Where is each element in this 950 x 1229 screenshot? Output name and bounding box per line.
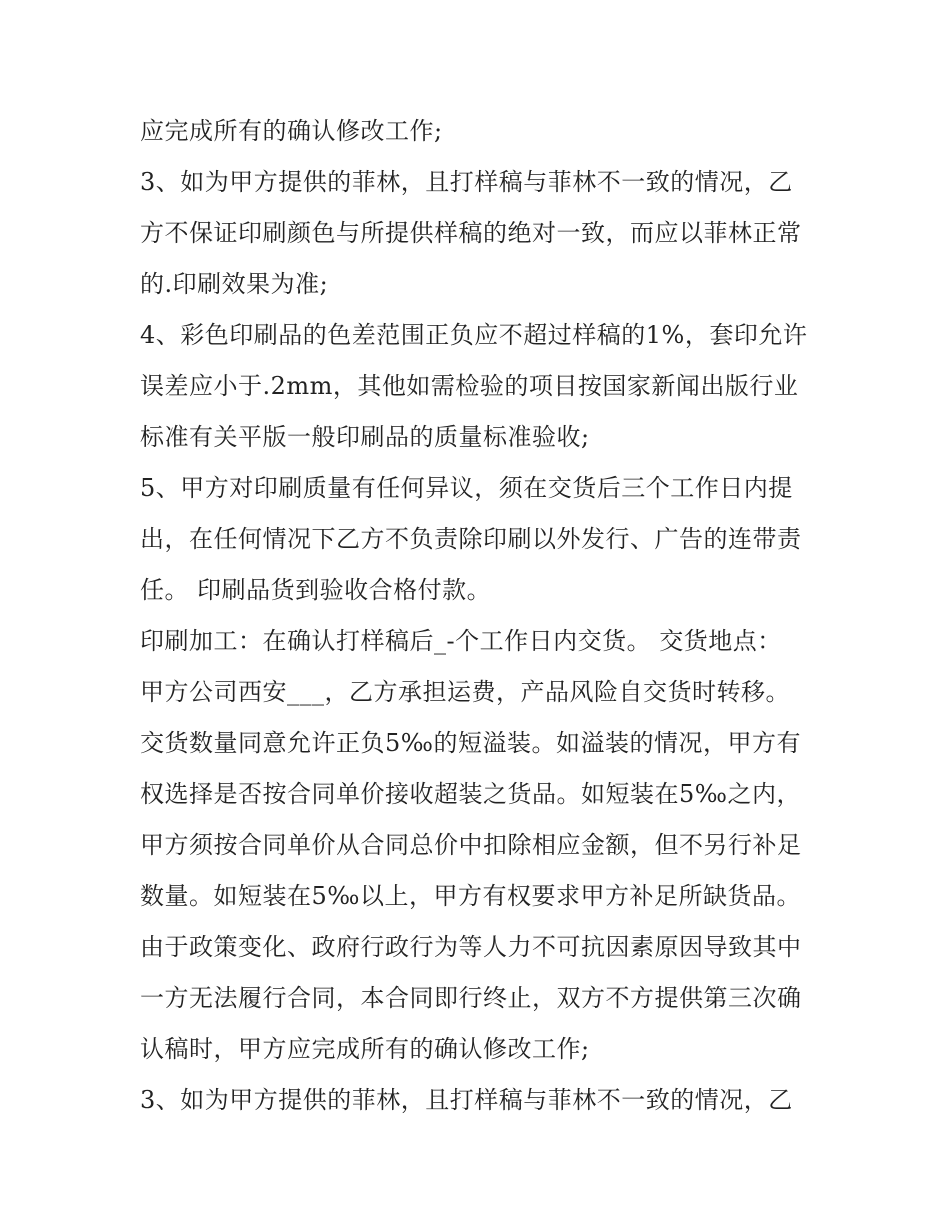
text-line: 交货数量同意允许正负5‰的短溢装。如溢装的情况，甲方有 xyxy=(140,729,801,757)
text-line: 标准有关平版一般印刷品的质量标准验收; xyxy=(140,423,590,451)
text-line: 甲方须按合同单价从合同总价中扣除相应金额，但不另行补足 xyxy=(140,831,802,859)
text-line: 数量。如短装在5‰以上，甲方有权要求甲方补足所缺货品。 xyxy=(140,882,801,910)
text-line: 3、如为甲方提供的菲林，且打样稿与菲林不一致的情况，乙 xyxy=(140,1086,793,1114)
text-line: 的.印刷效果为准; xyxy=(140,270,329,298)
text-line: 4、彩色印刷品的色差范围正负应不超过样稿的1%，套印允许 xyxy=(140,321,808,349)
text-line: 印刷加工：在确认打样稿后_-个工作日内交货。 交货地点： xyxy=(140,627,782,655)
text-line: 甲方公司西安___，乙方承担运费，产品风险自交货时转移。 xyxy=(140,678,790,706)
text-line: 3、如为甲方提供的菲林，且打样稿与菲林不一致的情况，乙 xyxy=(140,168,793,196)
text-line: 误差应小于.2mm，其他如需检验的项目按国家新闻出版行业 xyxy=(140,372,799,400)
document-body xyxy=(140,106,830,1126)
text-line: 认稿时，甲方应完成所有的确认修改工作; xyxy=(140,1035,590,1063)
text-line: 方不保证印刷颜色与所提供样稿的绝对一致，而应以菲林正常 xyxy=(140,219,802,247)
text-line: 5、甲方对印刷质量有任何异议，须在交货后三个工作日内提 xyxy=(140,474,793,502)
text-line: 权选择是否按合同单价接收超装之货品。如短装在5‰之内， xyxy=(140,780,801,808)
text-line: 应完成所有的确认修改工作; xyxy=(140,117,443,145)
text-line: 由于政策变化、政府行政行为等人力不可抗因素原因导致其中 xyxy=(140,933,802,961)
text-line: 一方无法履行合同，本合同即行终止，双方不方提供第三次确 xyxy=(140,984,802,1012)
text-line: 出，在任何情况下乙方不负责除印刷以外发行、广告的连带责 xyxy=(140,525,802,553)
text-line: 任。 印刷品货到验收合格付款。 xyxy=(140,576,492,604)
